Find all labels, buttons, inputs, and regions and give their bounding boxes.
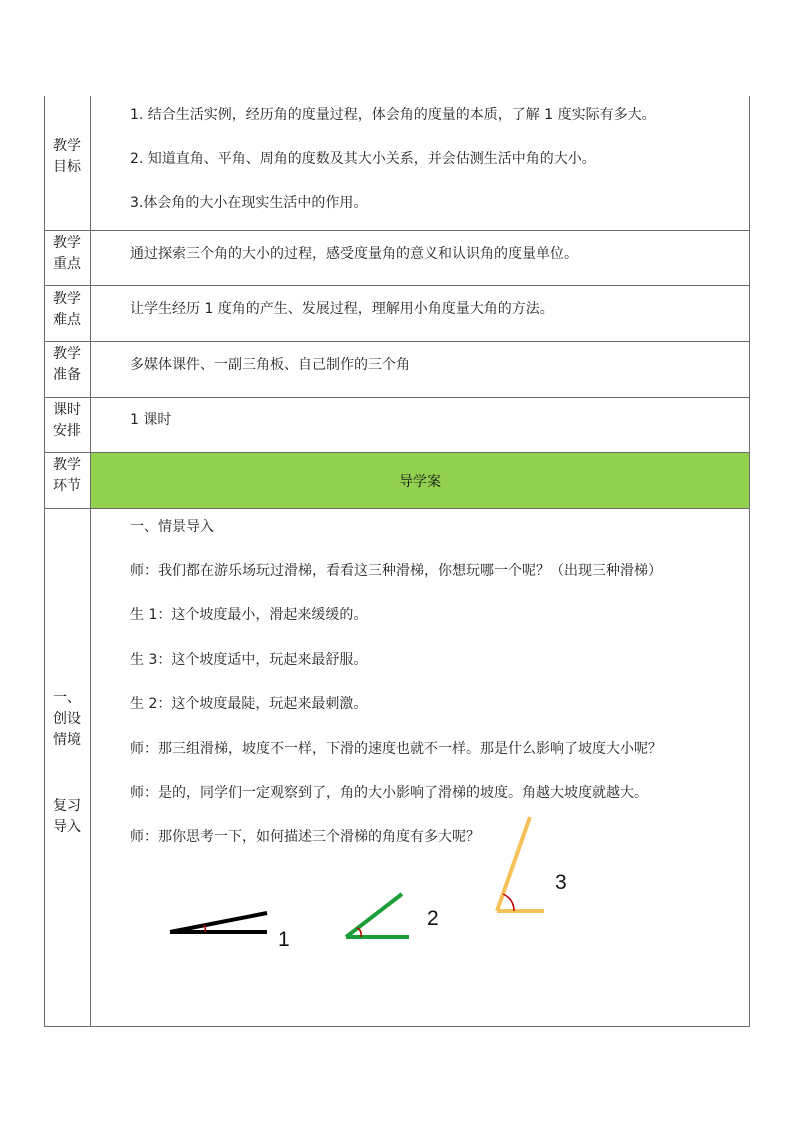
section-label-review: 复习 导入 (53, 798, 81, 835)
goal-line: 1. 结合生活实例，经历角的度量过程，体会角的度量的本质，了解 1 度实际有多大。 (130, 107, 656, 123)
section-line: 师：那三组滑梯，坡度不一样，下滑的速度也就不一样。那是什么影响了坡度大小呢？ (130, 741, 662, 757)
section-line: 生 2：这个坡度最陡，玩起来最刺激。 (130, 696, 368, 712)
table-column-divider (90, 96, 91, 1027)
angle2-ray (346, 894, 402, 937)
row-divider (44, 285, 750, 286)
angle2-label: 2 (427, 907, 439, 930)
stage-band (91, 453, 749, 508)
section-line: 师：是的，同学们一定观察到了，角的大小影响了滑梯的坡度。角越大坡度就越大。 (130, 785, 648, 801)
angle3-ray (497, 817, 530, 911)
goal-line: 2. 知道直角、平角、周角的度数及其大小关系，并会估测生活中角的大小。 (130, 151, 596, 167)
row-divider (44, 397, 750, 398)
section-line: 生 1：这个坡度最小，滑起来缓缓的。 (130, 607, 368, 623)
row-label-goals: 教学 目标 (53, 138, 81, 175)
preparation-text: 多媒体课件、一副三角板、自己制作的三个角 (130, 357, 410, 373)
goal-line: 3.体会角的大小在现实生活中的作用。 (130, 195, 368, 211)
angle1-label: 1 (278, 928, 290, 951)
section-line: 一、情景导入 (130, 519, 214, 535)
angle1-ray (170, 913, 267, 932)
section-label-scenario: 一、 创设 情境 (53, 690, 81, 748)
row-label-schedule: 课时 安排 (53, 402, 81, 439)
table-border-right (749, 96, 750, 1027)
row-label-preparation: 教学 准备 (53, 346, 81, 383)
row-divider (44, 508, 750, 509)
stage-title: 导学案 (399, 474, 441, 490)
angle3-label: 3 (555, 871, 567, 894)
table-border-bottom (44, 1026, 750, 1027)
section-line: 师：那你思考一下，如何描述三个滑梯的角度有多大呢？ (130, 829, 480, 845)
row-divider (44, 230, 750, 231)
difficulties-text: 让学生经历 1 度角的产生、发展过程，理解用小角度量大角的方法。 (130, 301, 554, 317)
angle3-arc (503, 894, 514, 911)
schedule-text: 1 课时 (130, 412, 172, 428)
row-label-key-points: 教学 重点 (53, 235, 81, 272)
row-label-difficulties: 教学 难点 (53, 291, 81, 328)
section-line: 师：我们都在游乐场玩过滑梯，看看这三种滑梯，你想玩哪一个呢？（出现三种滑梯） (130, 563, 662, 579)
lesson-plan-table (44, 96, 750, 1027)
key-points-text: 通过探索三个角的大小的过程，感受度量角的意义和认识角的度量单位。 (130, 246, 578, 262)
row-label-stage: 教学 环节 (53, 457, 81, 494)
row-divider (44, 341, 750, 342)
section-line: 生 3：这个坡度适中，玩起来最舒服。 (130, 652, 368, 668)
three-angles-figure (164, 808, 604, 968)
